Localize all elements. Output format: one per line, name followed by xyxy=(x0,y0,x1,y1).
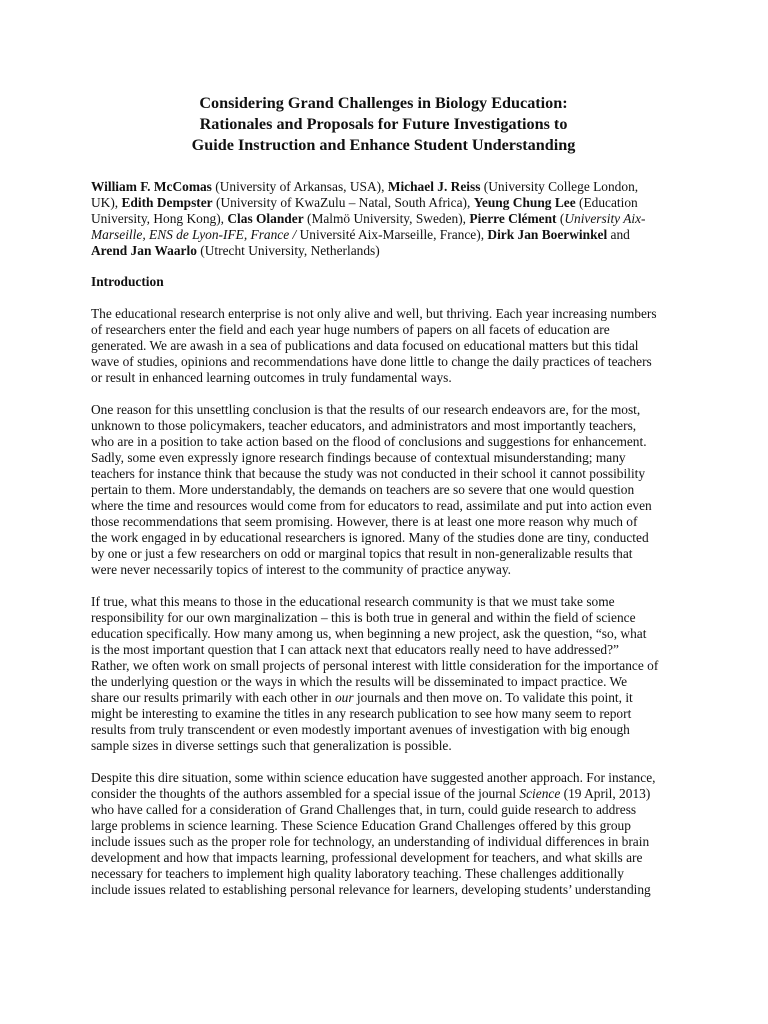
text-line: include issues related to establishing personal relevance for learners, developing students’ understanding xyxy=(91,882,651,897)
text-line: the work engaged in by educational researchers is ignored. Many of the studies done are tiny, conducted xyxy=(91,530,649,545)
author-name: Clas Olander xyxy=(227,211,304,226)
text-line: Despite this dire situation, some within science education have suggested another approach. For instance, xyxy=(91,770,656,785)
journal-name-italic: Science xyxy=(519,786,561,801)
author-affiliation: (Utrecht University, Netherlands) xyxy=(196,243,380,258)
text-run: (19 April, 2013) xyxy=(560,786,651,801)
title-line: Rationales and Proposals for Future Investigations to xyxy=(199,115,568,133)
text-line: include issues such as the proper role for technology, an understanding of individual differences in brain xyxy=(91,834,650,849)
text-line: The educational research enterprise is not only alive and well, but thriving. Each year increasing numbers xyxy=(91,306,657,321)
author-affiliation: UK), xyxy=(91,195,122,210)
author-affiliation: University, Hong Kong), xyxy=(91,211,228,226)
author-line xyxy=(91,211,676,227)
text-line: development and how that impacts learning, professional development for teachers, and what skills are xyxy=(91,850,643,865)
paragraph-4 xyxy=(91,770,676,898)
text-line: large problems in science learning. These Science Education Grand Challenges offered by this group xyxy=(91,818,631,833)
author-name: Michael J. Reiss xyxy=(387,179,481,194)
text-line xyxy=(91,690,676,706)
text-line: One reason for this unsettling conclusion is that the results of our research endeavors are, for the most, xyxy=(91,402,641,417)
text-line xyxy=(91,786,676,802)
text-line: teachers for instance think that because the study was not conducted in their school it cannot possibility xyxy=(91,466,646,481)
author-affiliation-italic: University Aix- xyxy=(564,211,646,226)
author-name: Yeung Chung Lee xyxy=(473,195,576,210)
text-line: is the most important question that I can attack next that educators really need to have addressed?” xyxy=(91,642,620,657)
author-name: Arend Jan Waarlo xyxy=(91,243,197,258)
text-line: Rather, we often work on small projects of personal interest with little consideration for the importance of xyxy=(91,658,659,673)
text-line: education specifically. How many among us, when beginning a new project, ask the question, “so, what xyxy=(91,626,647,641)
author-line xyxy=(91,179,676,195)
text-line: the underlying question or the ways in which the results will be disseminated to impact practice. We xyxy=(91,674,628,689)
paper-title xyxy=(91,93,676,156)
text-line: unknown to those policymakers, teacher educators, and administrators and most importantly teachers, xyxy=(91,418,637,433)
text-run: share our results primarily with each other in xyxy=(91,690,335,705)
text-run-italic: our xyxy=(334,690,354,705)
author-name: Edith Dempster xyxy=(121,195,213,210)
title-line: Guide Instruction and Enhance Student Understanding xyxy=(191,136,576,154)
text-line: might be interesting to examine the titles in any research publication to see how many seem to report xyxy=(91,706,632,721)
text-line: where the time and resources would come from for educators to read, assimilate and put into action even xyxy=(91,498,652,513)
author-list xyxy=(91,179,676,259)
text-line: or result in enhanced learning outcomes in truly fundamental ways. xyxy=(91,370,452,385)
author-affiliation-italic: Marseille, ENS de Lyon-IFE, France / xyxy=(91,227,300,242)
text-line: of researchers enter the field and each year huge numbers of papers on all facets of education are xyxy=(91,322,610,337)
author-affiliation: Université Aix-Marseille, France), xyxy=(299,227,488,242)
author-conjunction: and xyxy=(607,227,630,242)
author-affiliation: (Malmö University, Sweden), xyxy=(303,211,470,226)
author-line xyxy=(91,243,676,259)
text-line: Sadly, some even expressly ignore research findings because of contextual misunderstanding; many xyxy=(91,450,626,465)
text-line: generated. We are awash in a sea of publications and data focused on educational matters but this tidal xyxy=(91,338,639,353)
text-line: who have called for a consideration of Grand Challenges that, in turn, could guide research to address xyxy=(91,802,637,817)
text-line: necessary for teachers to implement high quality laboratory teaching. These challenges additionally xyxy=(91,866,624,881)
author-line xyxy=(91,227,676,243)
text-line: were never necessarily topics of interest to the community of practice anyway. xyxy=(91,562,512,577)
author-affiliation: (University College London, xyxy=(480,179,639,194)
text-run: consider the thoughts of the authors assembled for a special issue of the journal xyxy=(91,786,520,801)
author-line xyxy=(91,195,676,211)
paragraph-2 xyxy=(91,402,676,578)
text-line: results from truly transcendent or even modestly important avenues of investigation with big enough xyxy=(91,722,630,737)
section-heading-introduction: Introduction xyxy=(91,274,164,289)
text-line: sample sizes in diverse settings such that generalization is possible. xyxy=(91,738,452,753)
text-line: by one or just a few researchers on odd or marginal topics that result in non-generalizable results that xyxy=(91,546,633,561)
author-name: Dirk Jan Boerwinkel xyxy=(487,227,608,242)
author-affiliation: (University of KwaZulu – Natal, South Africa), xyxy=(212,195,474,210)
text-run: journals and then move on. To validate this point, it xyxy=(353,690,633,705)
author-affiliation: (University of Arkansas, USA), xyxy=(211,179,388,194)
paragraph-3 xyxy=(91,594,676,754)
text-line: who are in a position to take action based on the flood of conclusions and suggestions for enhancement. xyxy=(91,434,647,449)
text-line: responsibility for our own marginalization – this is both true in general and within the field of science xyxy=(91,610,636,625)
author-name: Pierre Clément xyxy=(469,211,557,226)
text-line: wave of studies, opinions and recommendations have done little to change the daily practices of teachers xyxy=(91,354,652,369)
author-affiliation: ( xyxy=(556,211,565,226)
title-line: Considering Grand Challenges in Biology Education: xyxy=(199,94,568,112)
text-line: pertain to them. More understandably, the demands on teachers are so severe that one would question xyxy=(91,482,635,497)
text-line: those recommendations that seem promising. However, there is at least one more reason why much of xyxy=(91,514,638,529)
author-affiliation: (Education xyxy=(575,195,638,210)
author-name: William F. McComas xyxy=(91,179,212,194)
paragraph-1 xyxy=(91,306,676,386)
text-line: If true, what this means to those in the educational research community is that we must take some xyxy=(91,594,615,609)
